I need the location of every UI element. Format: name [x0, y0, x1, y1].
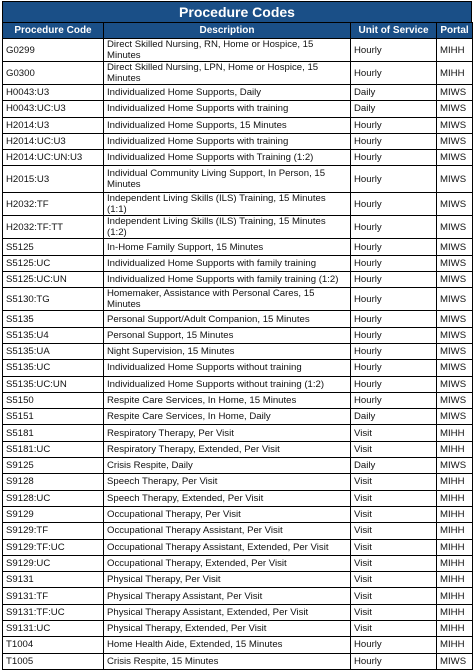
- cell-unit-of-service: Hourly: [351, 39, 437, 62]
- cell-portal: MIWS: [437, 653, 473, 669]
- table-row: [3, 458, 473, 474]
- cell-procedure-code: S5130:TG: [3, 288, 104, 311]
- cell-unit-of-service: Visit: [351, 555, 437, 571]
- cell-description: Individualized Home Supports with training: [104, 101, 351, 117]
- cell-unit-of-service: Hourly: [351, 216, 437, 239]
- cell-description: Homemaker, Assistance with Personal Cares, 15 Minutes: [104, 288, 351, 311]
- cell-unit-of-service: Visit: [351, 506, 437, 522]
- cell-portal: MIHH: [437, 539, 473, 555]
- cell-portal: MIWS: [437, 343, 473, 359]
- cell-portal: MIHH: [437, 637, 473, 653]
- header-description: Description: [104, 23, 351, 39]
- table-row: [3, 117, 473, 133]
- table-row: [3, 343, 473, 359]
- cell-unit-of-service: Hourly: [351, 272, 437, 288]
- cell-procedure-code: H2032:TF:TT: [3, 216, 104, 239]
- cell-procedure-code: S9128:UC: [3, 490, 104, 506]
- cell-unit-of-service: Hourly: [351, 62, 437, 85]
- cell-description: Individualized Home Supports with family training (1:2): [104, 272, 351, 288]
- table-row: [3, 39, 473, 62]
- cell-description: Respite Care Services, In Home, Daily: [104, 409, 351, 425]
- cell-unit-of-service: Hourly: [351, 239, 437, 255]
- cell-procedure-code: S9129:UC: [3, 555, 104, 571]
- table-row: [3, 409, 473, 425]
- cell-description: Individualized Home Supports with Training (1:2): [104, 150, 351, 166]
- cell-unit-of-service: Visit: [351, 474, 437, 490]
- cell-portal: MIWS: [437, 360, 473, 376]
- header-portal: Portal: [437, 23, 473, 39]
- cell-unit-of-service: Visit: [351, 588, 437, 604]
- cell-portal: MIHH: [437, 441, 473, 457]
- cell-procedure-code: S9129: [3, 506, 104, 522]
- cell-procedure-code: T1004: [3, 637, 104, 653]
- cell-procedure-code: S9131:TF: [3, 588, 104, 604]
- cell-portal: MIWS: [437, 117, 473, 133]
- cell-procedure-code: H2015:U3: [3, 166, 104, 193]
- cell-description: Crisis Respite, 15 Minutes: [104, 653, 351, 669]
- cell-procedure-code: S5181: [3, 425, 104, 441]
- cell-unit-of-service: Hourly: [351, 255, 437, 271]
- cell-portal: MIWS: [437, 327, 473, 343]
- cell-unit-of-service: Visit: [351, 539, 437, 555]
- cell-procedure-code: G0299: [3, 39, 104, 62]
- cell-portal: MIHH: [437, 572, 473, 588]
- cell-portal: MIWS: [437, 101, 473, 117]
- cell-description: Direct Skilled Nursing, RN, Home or Hospice, 15 Minutes: [104, 39, 351, 62]
- table-header: [3, 23, 473, 39]
- cell-unit-of-service: Daily: [351, 85, 437, 101]
- cell-procedure-code: S5151: [3, 409, 104, 425]
- cell-unit-of-service: Hourly: [351, 288, 437, 311]
- table-row: [3, 425, 473, 441]
- cell-portal: MIHH: [437, 490, 473, 506]
- cell-description: Individualized Home Supports with family training: [104, 255, 351, 271]
- cell-procedure-code: H2014:UC:UN:U3: [3, 150, 104, 166]
- cell-procedure-code: H0043:UC:U3: [3, 101, 104, 117]
- table-row: [3, 272, 473, 288]
- cell-procedure-code: S9129:TF:UC: [3, 539, 104, 555]
- table-row: [3, 327, 473, 343]
- cell-portal: MIHH: [437, 523, 473, 539]
- cell-unit-of-service: Hourly: [351, 343, 437, 359]
- cell-description: Occupational Therapy Assistant, Extended, Per Visit: [104, 539, 351, 555]
- table-row: [3, 653, 473, 669]
- cell-unit-of-service: Hourly: [351, 311, 437, 327]
- cell-procedure-code: S5181:UC: [3, 441, 104, 457]
- table-row: [3, 193, 473, 216]
- cell-portal: MIHH: [437, 621, 473, 637]
- cell-description: Independent Living Skills (ILS) Training, 15 Minutes (1:2): [104, 216, 351, 239]
- table-title: Procedure Codes: [2, 1, 472, 22]
- cell-unit-of-service: Hourly: [351, 327, 437, 343]
- cell-description: Speech Therapy, Extended, Per Visit: [104, 490, 351, 506]
- table-body: [3, 39, 473, 670]
- cell-procedure-code: H0043:U3: [3, 85, 104, 101]
- table-row: [3, 441, 473, 457]
- cell-portal: MIWS: [437, 133, 473, 149]
- table-row: [3, 555, 473, 571]
- table-row: [3, 255, 473, 271]
- cell-portal: MIWS: [437, 409, 473, 425]
- cell-description: Speech Therapy, Per Visit: [104, 474, 351, 490]
- cell-unit-of-service: Daily: [351, 458, 437, 474]
- cell-portal: MIWS: [437, 193, 473, 216]
- table-row: [3, 637, 473, 653]
- cell-description: Individualized Home Supports, 15 Minutes: [104, 117, 351, 133]
- cell-portal: MIHH: [437, 39, 473, 62]
- cell-description: Personal Support/Adult Companion, 15 Minutes: [104, 311, 351, 327]
- header-procedure-code: Procedure Code: [3, 23, 104, 39]
- cell-portal: MIWS: [437, 458, 473, 474]
- cell-description: Occupational Therapy, Extended, Per Visit: [104, 555, 351, 571]
- cell-description: Occupational Therapy Assistant, Per Visit: [104, 523, 351, 539]
- cell-procedure-code: S9131: [3, 572, 104, 588]
- table-row: [3, 62, 473, 85]
- cell-description: Occupational Therapy, Per Visit: [104, 506, 351, 522]
- cell-unit-of-service: Daily: [351, 409, 437, 425]
- table-row: [3, 101, 473, 117]
- cell-unit-of-service: Hourly: [351, 150, 437, 166]
- cell-description: Individualized Home Supports with training: [104, 133, 351, 149]
- table-row: [3, 588, 473, 604]
- cell-description: Night Supervision, 15 Minutes: [104, 343, 351, 359]
- cell-unit-of-service: Hourly: [351, 637, 437, 653]
- cell-portal: MIWS: [437, 166, 473, 193]
- cell-portal: MIWS: [437, 272, 473, 288]
- table-row: [3, 392, 473, 408]
- cell-unit-of-service: Daily: [351, 101, 437, 117]
- cell-unit-of-service: Visit: [351, 425, 437, 441]
- procedure-codes-table: [2, 22, 473, 670]
- cell-description: In-Home Family Support, 15 Minutes: [104, 239, 351, 255]
- table-row: [3, 311, 473, 327]
- cell-procedure-code: S5135:UC: [3, 360, 104, 376]
- cell-unit-of-service: Visit: [351, 523, 437, 539]
- cell-unit-of-service: Hourly: [351, 193, 437, 216]
- cell-procedure-code: S9129:TF: [3, 523, 104, 539]
- cell-description: Crisis Respite, Daily: [104, 458, 351, 474]
- table-row: [3, 539, 473, 555]
- cell-procedure-code: H2032:TF: [3, 193, 104, 216]
- header-unit-of-service: Unit of Service: [351, 23, 437, 39]
- cell-portal: MIWS: [437, 85, 473, 101]
- procedure-codes-sheet: [2, 1, 472, 670]
- cell-procedure-code: S9131:TF:UC: [3, 604, 104, 620]
- cell-portal: MIWS: [437, 376, 473, 392]
- cell-unit-of-service: Hourly: [351, 360, 437, 376]
- cell-description: Individualized Home Supports without training (1:2): [104, 376, 351, 392]
- table-row: [3, 133, 473, 149]
- cell-description: Respiratory Therapy, Per Visit: [104, 425, 351, 441]
- table-row: [3, 216, 473, 239]
- cell-procedure-code: S5125: [3, 239, 104, 255]
- table-row: [3, 288, 473, 311]
- cell-portal: MIHH: [437, 425, 473, 441]
- cell-procedure-code: S9125: [3, 458, 104, 474]
- cell-unit-of-service: Visit: [351, 621, 437, 637]
- cell-portal: MIWS: [437, 311, 473, 327]
- cell-description: Individualized Home Supports, Daily: [104, 85, 351, 101]
- cell-portal: MIHH: [437, 474, 473, 490]
- table-row: [3, 239, 473, 255]
- cell-portal: MIHH: [437, 555, 473, 571]
- cell-unit-of-service: Visit: [351, 604, 437, 620]
- cell-unit-of-service: Visit: [351, 490, 437, 506]
- cell-procedure-code: H2014:U3: [3, 117, 104, 133]
- table-row: [3, 604, 473, 620]
- cell-portal: MIWS: [437, 150, 473, 166]
- cell-procedure-code: S5135: [3, 311, 104, 327]
- cell-description: Individual Community Living Support, In Person, 15 Minutes: [104, 166, 351, 193]
- table-row: [3, 621, 473, 637]
- cell-portal: MIWS: [437, 239, 473, 255]
- table-row: [3, 85, 473, 101]
- cell-procedure-code: S5125:UC: [3, 255, 104, 271]
- cell-description: Home Health Aide, Extended, 15 Minutes: [104, 637, 351, 653]
- table-row: [3, 572, 473, 588]
- table-row: [3, 166, 473, 193]
- cell-description: Respite Care Services, In Home, 15 Minutes: [104, 392, 351, 408]
- cell-description: Personal Support, 15 Minutes: [104, 327, 351, 343]
- header-row: [3, 23, 473, 39]
- cell-unit-of-service: Hourly: [351, 166, 437, 193]
- cell-unit-of-service: Hourly: [351, 392, 437, 408]
- cell-unit-of-service: Hourly: [351, 117, 437, 133]
- cell-procedure-code: S5135:UA: [3, 343, 104, 359]
- cell-portal: MIWS: [437, 216, 473, 239]
- table-row: [3, 490, 473, 506]
- cell-unit-of-service: Hourly: [351, 376, 437, 392]
- cell-description: Direct Skilled Nursing, LPN, Home or Hospice, 15 Minutes: [104, 62, 351, 85]
- cell-procedure-code: S5125:UC:UN: [3, 272, 104, 288]
- cell-procedure-code: S9128: [3, 474, 104, 490]
- table-row: [3, 150, 473, 166]
- cell-portal: MIWS: [437, 392, 473, 408]
- cell-unit-of-service: Hourly: [351, 653, 437, 669]
- cell-description: Individualized Home Supports without training: [104, 360, 351, 376]
- cell-unit-of-service: Hourly: [351, 133, 437, 149]
- table-row: [3, 474, 473, 490]
- cell-portal: MIWS: [437, 288, 473, 311]
- cell-portal: MIWS: [437, 255, 473, 271]
- cell-portal: MIHH: [437, 588, 473, 604]
- cell-procedure-code: S5135:U4: [3, 327, 104, 343]
- cell-description: Independent Living Skills (ILS) Training, 15 Minutes (1:1): [104, 193, 351, 216]
- cell-description: Physical Therapy Assistant, Per Visit: [104, 588, 351, 604]
- table-row: [3, 523, 473, 539]
- cell-description: Physical Therapy, Per Visit: [104, 572, 351, 588]
- cell-unit-of-service: Visit: [351, 441, 437, 457]
- cell-portal: MIHH: [437, 62, 473, 85]
- cell-procedure-code: G0300: [3, 62, 104, 85]
- cell-portal: MIHH: [437, 506, 473, 522]
- cell-procedure-code: S5150: [3, 392, 104, 408]
- cell-procedure-code: S9131:UC: [3, 621, 104, 637]
- cell-procedure-code: H2014:UC:U3: [3, 133, 104, 149]
- cell-procedure-code: T1005: [3, 653, 104, 669]
- cell-unit-of-service: Visit: [351, 572, 437, 588]
- cell-description: Physical Therapy Assistant, Extended, Per Visit: [104, 604, 351, 620]
- cell-portal: MIHH: [437, 604, 473, 620]
- cell-description: Physical Therapy, Extended, Per Visit: [104, 621, 351, 637]
- table-row: [3, 506, 473, 522]
- cell-description: Respiratory Therapy, Extended, Per Visit: [104, 441, 351, 457]
- cell-procedure-code: S5135:UC:UN: [3, 376, 104, 392]
- table-row: [3, 360, 473, 376]
- table-row: [3, 376, 473, 392]
